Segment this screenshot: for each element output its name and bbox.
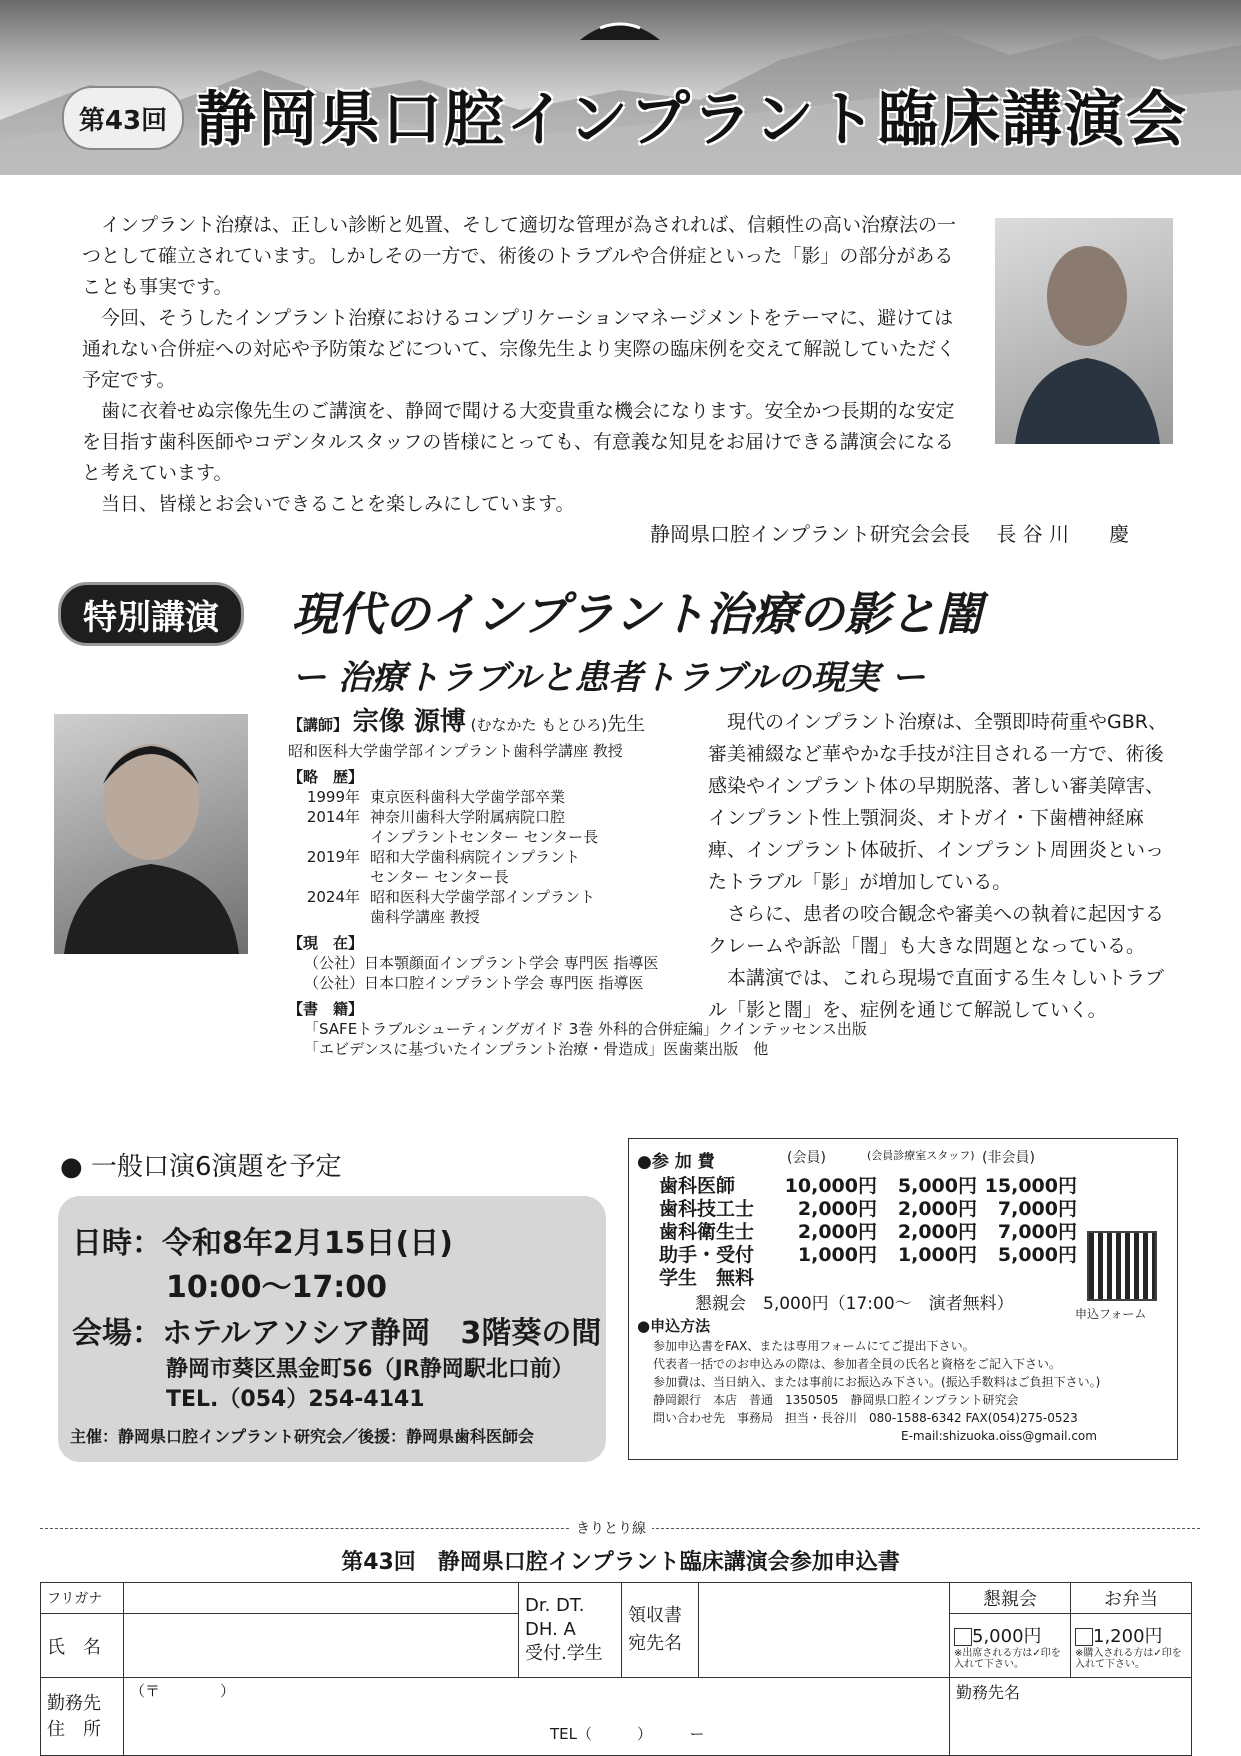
furigana-field[interactable] bbox=[124, 1583, 519, 1614]
qualification-options[interactable] bbox=[519, 1583, 622, 1678]
address-label bbox=[41, 1678, 124, 1756]
lecturer-profile bbox=[288, 707, 867, 1059]
current-label: 【現 在】 bbox=[288, 934, 364, 952]
furigana-label: フリガナ bbox=[41, 1583, 124, 1614]
bento-cell bbox=[1071, 1614, 1192, 1678]
president-photo bbox=[995, 218, 1173, 444]
history-text: 昭和医科大学歯学部インプラント bbox=[370, 888, 596, 906]
event-date: 令和8年2月15日(日) bbox=[162, 1226, 453, 1261]
lecture-description bbox=[708, 706, 1180, 1026]
organizer: 主催：静岡県口腔インプラント研究会／後援：静岡県歯科医師会 bbox=[70, 1427, 535, 1446]
party-cell bbox=[950, 1614, 1071, 1678]
qr-code-icon[interactable] bbox=[1087, 1231, 1157, 1301]
intro-paragraph: インプラント治療は、正しい診断と処置、そして適切な管理が為されれば、信頼性の高い治療法の一つとして確立されています。しかしその一方で、術後のトラブルや合併症といった「影」の部分があることも事実です。 bbox=[82, 214, 957, 298]
person-silhouette-icon bbox=[54, 714, 248, 954]
date-label: 日時： bbox=[72, 1226, 162, 1261]
qr-label: 申込フォーム bbox=[1075, 1307, 1147, 1321]
history-text: インプラントセンター センター長 bbox=[370, 828, 599, 846]
current-position: （公社）日本顎顔面インプラント学会 専門医 指導医 bbox=[304, 954, 659, 972]
address-label-line: 勤務先 bbox=[47, 1692, 101, 1714]
intro-paragraph: 当日、皆様とお会いできることを楽しみにしています。 bbox=[101, 493, 575, 515]
party-price: 5,000円 bbox=[972, 1625, 1042, 1647]
lecturer-label: 【講師】 bbox=[288, 716, 349, 734]
apply-line: 問い合わせ先 事務局 担当・長谷川 080-1588-6342 FAX(054)275-0523 bbox=[653, 1411, 1078, 1425]
application-form bbox=[40, 1582, 1192, 1756]
fee-value: 1,000円 bbox=[897, 1244, 977, 1266]
books-label: 【書 籍】 bbox=[288, 1000, 364, 1018]
fee-column: (会員) bbox=[787, 1150, 826, 1166]
tel-field: TEL（ ） ー bbox=[550, 1725, 705, 1743]
form-title: 第43回 静岡県口腔インプラント臨床講演会参加申込書 bbox=[341, 1550, 900, 1575]
signature-title: 静岡県口腔インプラント研究会会長 bbox=[650, 522, 970, 546]
signature bbox=[650, 518, 1129, 547]
qualification-line: Dr. DT. bbox=[525, 1595, 585, 1616]
venue-address: 静岡市葵区黒金町56（JR静岡駅北口前） bbox=[166, 1357, 574, 1382]
history-row bbox=[288, 887, 688, 927]
history-text: 昭和大学歯科病院インプラント bbox=[370, 848, 581, 866]
current-position: （公社）日本口腔インプラント学会 専門医 指導医 bbox=[304, 974, 644, 992]
address-label-line: 住 所 bbox=[47, 1718, 101, 1740]
name-field[interactable] bbox=[124, 1614, 519, 1678]
apply-line: 参加申込書をFAX、または専用フォームにてご提出下さい。 bbox=[653, 1339, 975, 1353]
receipt-label-line: 宛先名 bbox=[628, 1633, 682, 1654]
apply-line: 代表者一括でのお申込みの際は、参加者全員の氏名と資格をご記入下さい。 bbox=[653, 1357, 1062, 1371]
lecturer-affiliation: 昭和医科大学歯学部インプラント歯科学講座 教授 bbox=[288, 742, 623, 760]
fee-value: 7,000円 bbox=[997, 1221, 1077, 1243]
fee-category: 歯科技工士 bbox=[659, 1198, 755, 1220]
postal-code: （〒 ） bbox=[130, 1682, 236, 1700]
fee-value: 2,000円 bbox=[797, 1221, 877, 1243]
person-silhouette-icon bbox=[995, 218, 1173, 444]
history-text: センター センター長 bbox=[370, 868, 509, 886]
book-entry: 「エビデンスに基づいたインプラント治療・骨造成」医歯薬出版 他 bbox=[304, 1040, 769, 1058]
name-label: 氏 名 bbox=[41, 1614, 124, 1678]
intro-text bbox=[82, 210, 962, 520]
party-checkbox[interactable] bbox=[954, 1628, 972, 1646]
signature-name: 長 谷 川 慶 bbox=[996, 522, 1130, 546]
fee-value: 5,000円 bbox=[997, 1244, 1077, 1266]
fee-box bbox=[628, 1138, 1178, 1460]
event-info-box bbox=[58, 1196, 606, 1462]
history-text: 神奈川歯科大学附属病院口腔 bbox=[370, 808, 566, 826]
lecture-subtitle: ー 治療トラブルと患者トラブルの現実 ー bbox=[292, 658, 925, 698]
fee-column: (非会員) bbox=[982, 1150, 1035, 1166]
history-row bbox=[288, 847, 688, 887]
fee-category: 歯科医師 bbox=[659, 1175, 736, 1197]
fee-label: ●参 加 費 bbox=[637, 1152, 715, 1172]
address-field[interactable] bbox=[124, 1678, 950, 1756]
bento-price: 1,200円 bbox=[1093, 1625, 1163, 1647]
fee-column: (会員診療室スタッフ) bbox=[867, 1149, 975, 1162]
apply-line: 静岡銀行 本店 普通 1350505 静岡県口腔インプラント研究会 bbox=[653, 1393, 1019, 1407]
description-paragraph: 現代のインプラント治療は、全顎即時荷重やGBR、審美補綴など華やかな手技が注目される一方で、術後感染やインプラント体の早期脱落、著しい審美障害、インプラント性上顎洞炎、オトガイ・下歯槽神経麻痺、インプラント体破折、インプラント周囲炎といったトラブル「影」が増加している。 bbox=[708, 711, 1167, 893]
description-paragraph: さらに、患者の咬合観念や審美への執着に起因するクレームや訴訟「闇」も大きな問題となっている。 bbox=[708, 903, 1165, 957]
receipt-name-field[interactable] bbox=[699, 1583, 950, 1678]
bento-header: お弁当 bbox=[1071, 1583, 1192, 1614]
lecturer-honorific: 先生 bbox=[607, 713, 646, 735]
fee-value: 1,000円 bbox=[797, 1244, 877, 1266]
history-text: 東京医科歯科大学歯学部卒業 bbox=[370, 788, 566, 806]
party-note: ※出席される方は✓印を入れて下さい。 bbox=[954, 1647, 1061, 1670]
party-fee: 懇親会 5,000円（17:00〜 演者無料） bbox=[695, 1294, 1014, 1314]
fee-value: 2,000円 bbox=[797, 1198, 877, 1220]
bento-note: ※購入される方は✓印を入れて下さい。 bbox=[1075, 1647, 1182, 1670]
lecturer-photo bbox=[54, 714, 248, 954]
venue-tel: TEL.（054）254-4141 bbox=[166, 1387, 425, 1412]
intro-paragraph: 今回、そうしたインプラント治療におけるコンプリケーションマネージメントをテーマに、避けては通れない合併症への対応や予防策などについて、宗像先生より実際の臨床例を交えて解説していただく予定です。 bbox=[82, 307, 956, 391]
bento-checkbox[interactable] bbox=[1075, 1628, 1093, 1646]
venue-label: 会場： bbox=[72, 1316, 162, 1351]
apply-label: ●申込方法 bbox=[637, 1317, 711, 1335]
fee-value: 15,000円 bbox=[984, 1175, 1077, 1197]
qualification-line: DH. A bbox=[525, 1619, 576, 1640]
workplace-field[interactable] bbox=[950, 1678, 1192, 1756]
history-row bbox=[288, 787, 688, 807]
event-time: 10:00〜17:00 bbox=[166, 1270, 387, 1305]
lecture-title: 現代のインプラント治療の影と闇 bbox=[292, 587, 982, 641]
lecturer-reading: (むなかた もとひろ) bbox=[470, 716, 608, 734]
receipt-label-line: 領収書 bbox=[628, 1605, 682, 1626]
venue-name: ホテルアソシア静岡 3階葵の間 bbox=[162, 1316, 602, 1351]
page-title: 静岡県口腔インプラント臨床講演会 bbox=[196, 85, 1188, 155]
fee-value: 2,000円 bbox=[897, 1198, 977, 1220]
apply-line: 参加費は、当日納入、または事前にお振込み下さい。(振込手数料はご負担下さい。) bbox=[653, 1375, 1101, 1389]
history-year: 1999年 bbox=[306, 788, 360, 806]
contact-email[interactable]: E-mail:shizuoka.oiss@gmail.com bbox=[901, 1429, 1097, 1443]
fee-value: 7,000円 bbox=[997, 1198, 1077, 1220]
lecturer-name: 宗像 源博 bbox=[352, 707, 466, 737]
fee-value: 5,000円 bbox=[897, 1175, 977, 1197]
receipt-label bbox=[622, 1583, 699, 1678]
fee-category: 助手・受付 bbox=[659, 1244, 755, 1266]
special-lecture-badge: 特別講演 bbox=[58, 582, 244, 646]
qualification-line: 受付.学生 bbox=[525, 1643, 603, 1664]
fee-category: 歯科衛生士 bbox=[659, 1221, 755, 1243]
general-presentations: ● 一般口演6演題を予定 bbox=[60, 1152, 342, 1182]
fee-value: 10,000円 bbox=[784, 1175, 877, 1197]
history-year: 2019年 bbox=[306, 848, 360, 866]
workplace-label: 勤務先名 bbox=[956, 1683, 1021, 1702]
intro-paragraph: 歯に衣着せぬ宗像先生のご講演を、静岡で聞ける大変貴重な機会になります。安全かつ長期的な安定を目指す歯科医師やコデンタルスタッフの皆様にとっても、有意義な知見をお届けできる講演会になると考えています。 bbox=[82, 400, 955, 484]
fee-value: 2,000円 bbox=[897, 1221, 977, 1243]
history-year: 2014年 bbox=[306, 808, 360, 826]
history-label: 【略 歴】 bbox=[288, 768, 364, 786]
history-year: 2024年 bbox=[306, 888, 360, 906]
cut-line-label: きりとり線 bbox=[570, 1518, 652, 1538]
book-entry: 「SAFEトラブルシューティングガイド 3巻 外科的合併症編」クインテッセンス出版 bbox=[304, 1020, 867, 1038]
history-row bbox=[288, 807, 688, 847]
description-paragraph: 本講演では、これら現場で直面する生々しいトラブル「影と闇」を、症例を通じて解説していく。 bbox=[708, 967, 1165, 1021]
student-fee: 学生 無料 bbox=[659, 1267, 755, 1289]
party-header: 懇親会 bbox=[950, 1583, 1071, 1614]
history-text: 歯科学講座 教授 bbox=[370, 908, 480, 926]
session-number-badge: 第43回 bbox=[62, 86, 184, 150]
